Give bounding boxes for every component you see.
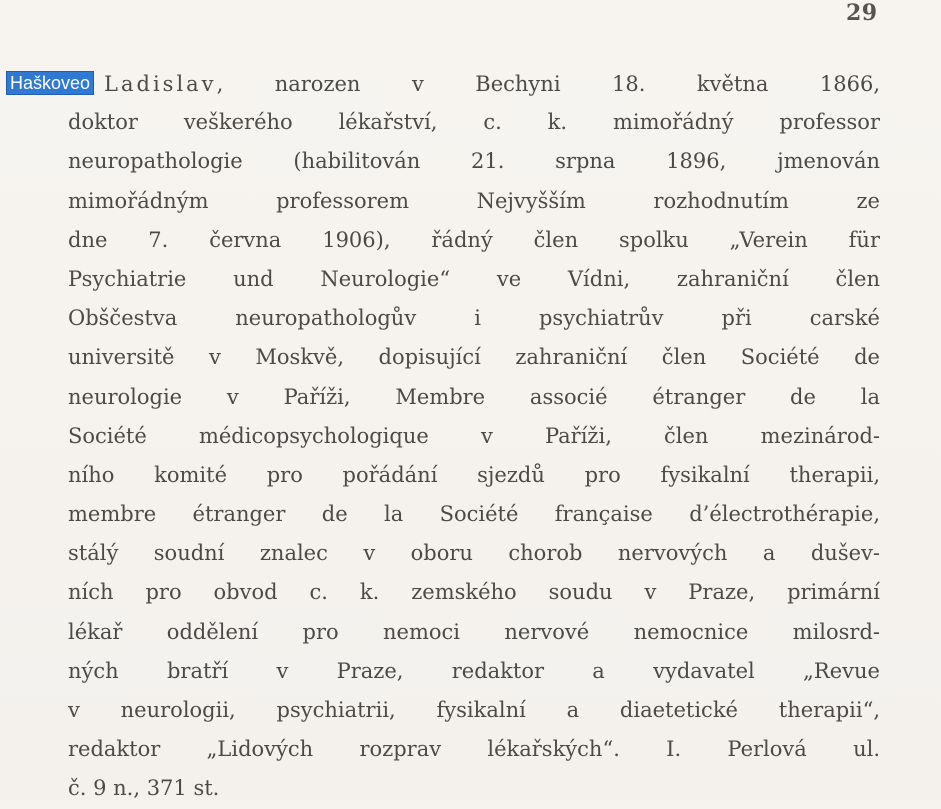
entry-line-14: ních pro obvod c. k. zemského soudu v Praze, primární (68, 580, 880, 605)
entry-line-2: doktor veškerého lékařství, c. k. mimořádný professor (68, 110, 880, 135)
entry-line-12: membre étranger de la Société française d’électrothérapie, (68, 502, 880, 527)
entry-line-15: lékař oddělení pro nemoci nervové nemocnice milosrd- (68, 619, 880, 644)
entry-first-line-text (104, 72, 880, 96)
page-number: 29 (846, 0, 878, 26)
entry-line-11: ního komité pro pořádání sjezdů pro fysikalní therapii, (68, 462, 880, 487)
first-line-rest: , narozen v Bechyni 18. května 1866, (216, 71, 880, 96)
entry-line-3: neuropathologie (habilitován 21. srpna 1896, jmenován (68, 149, 880, 174)
entry-line-5: dne 7. června 1906), řádný člen spolku „Verein für (68, 227, 880, 252)
entry-line-10: Société médicopsychologique v Paříži, člen mezinárod- (68, 423, 880, 448)
entry-line-19: č. 9 n., 371 st. (68, 776, 220, 801)
first-name: Ladislav (104, 71, 217, 96)
entry-line-9: neurologie v Paříži, Membre associé étranger de la (68, 384, 880, 409)
entry-line-7: Obščestva neuropathologův i psychiatrův při carské (68, 306, 880, 331)
entry-line-6: Psychiatrie und Neurologie“ ve Vídni, zahraniční člen (68, 266, 880, 291)
entry-line-1 (6, 64, 880, 103)
biographical-entry (6, 64, 880, 809)
entry-line-8: universitě v Moskvě, dopisující zahraniční člen Société de (68, 345, 880, 370)
entry-line-18: redaktor „Lidových rozprav lékařských“. I. Perlová ul. (68, 737, 880, 762)
entry-line-17: v neurologii, psychiatrii, fysikalní a diaetetické therapii“, (68, 698, 880, 722)
entry-line-4: mimořádným professorem Nejvyšším rozhodnutím ze (68, 188, 880, 213)
entry-line-16: ných bratří v Praze, redaktor a vydavatel „Revue (68, 658, 880, 683)
highlighted-headword[interactable]: Haškoveo (6, 71, 94, 95)
entry-line-13: stálý soudní znalec v oboru chorob nervových a dušev- (68, 541, 880, 566)
